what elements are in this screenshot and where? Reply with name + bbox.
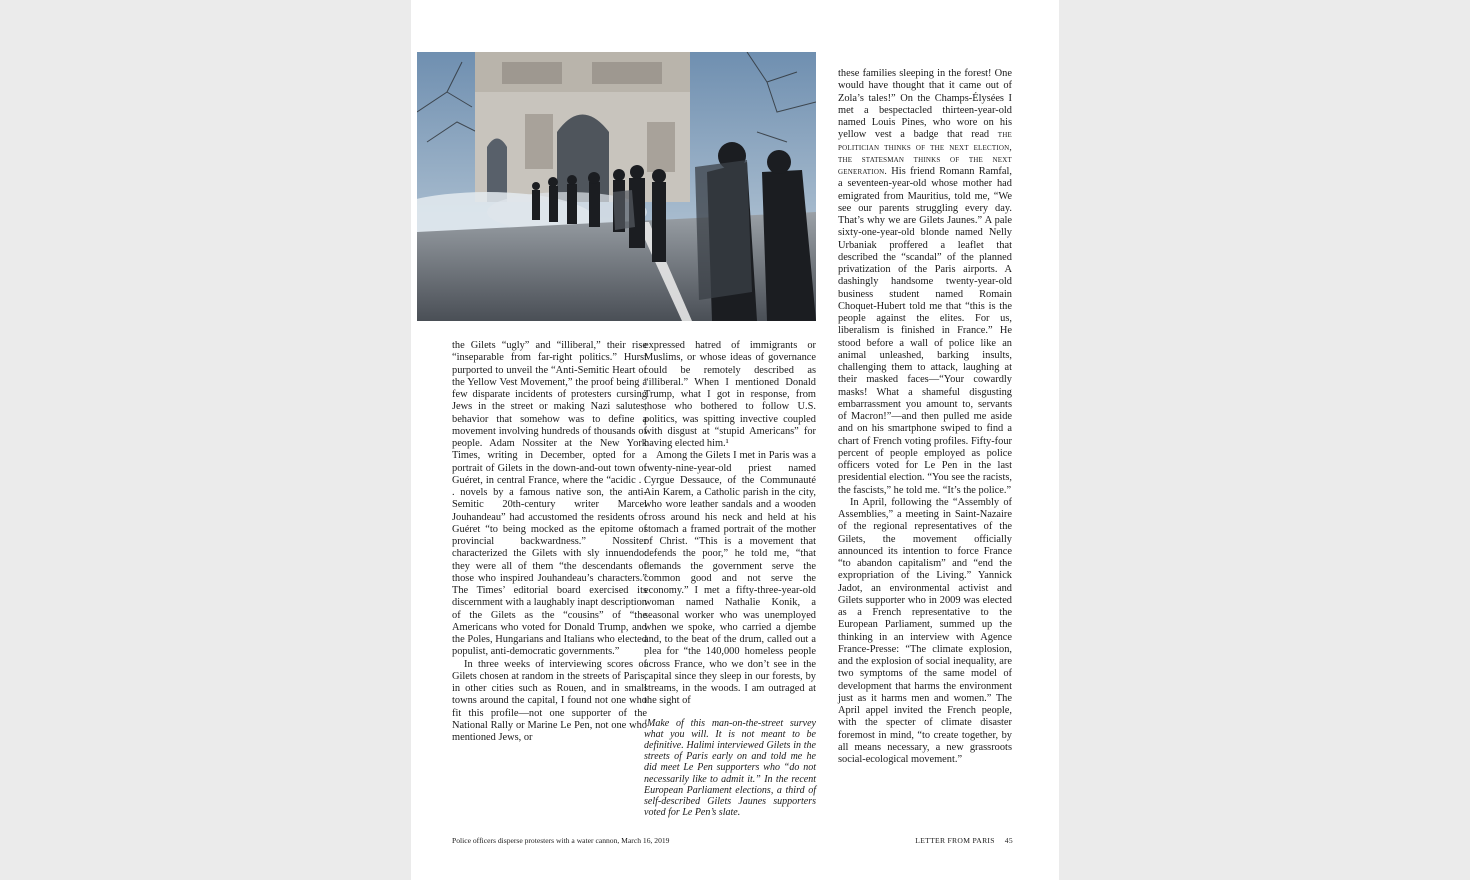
badge-quote: the politician thinks of the next election, the statesman thinks of the next generation.: [838, 129, 1012, 177]
paragraph: In three weeks of interviewing scores of Gilets chosen at random in the streets of Paris, in other cities such as Rouen, and in small towns around the capital, I found not one who fit this profile—not one supporter of the National Rally or Marine Le Pen, not one who mentioned Jews, or: [452, 658, 647, 743]
page-number: 45: [1004, 836, 1013, 845]
text-column-2: [644, 340, 816, 818]
photo: [417, 52, 816, 321]
paragraph-text: these families sleeping in the forest! One would have thought that it came out of Zola’s tales!” On the Champs-Élysées I met a bespectacled thirteen-year-old named Louis Pines, who wore on his yellow vest a badge that read: [838, 68, 1012, 141]
paragraph: Among the Gilets I met in Paris was a twenty-nine-year-old priest named Cyrgue Dessauce, of the Communauté Ain Karem, a Catholic parish in the city, who wore leather sandals and a wooden cross around his neck and held at his stomach a framed portrait of the mother of Christ. “This is a movement that defends the poor,” he told me, “that demands the government serve the common good and not serve the economy.” I met a fifty-three-year-old woman named Nathalie Konik, a seasonal worker who was unemployed when we spoke, who carried a djembe and, to the beat of the drum, called out a plea for “the 140,000 homeless people across France, who we don’t see in the capital since they sleep in our forests, by streams, in the woods. I am outraged at the sight of: [644, 450, 816, 707]
photo-caption: Police officers disperse protesters with a water cannon, March 16, 2019: [452, 836, 670, 845]
photo-arc-de-triomphe-riot-police-icon: [417, 52, 816, 321]
paragraph: In April, following the “Assembly of Assemblies,” a meeting in Saint-Nazaire of the regional representatives of the Gilets, the movement officially announced its intention to force France “to abandon capitalism” and “end the expropriation of the Living.” Yannick Jadot, an environmental activist and Gilets supporter who in 2009 was elected as a French representative to the European Parliament, summed up the thinking in an interview with Agence France-Presse: “The climate explosion, and the explosion of social inequality, are two symptoms of the same model of development that harms the environment just as it harms men and women.” The April appel invited the French people, with the specter of climate disaster foremost in mind, “to create together, by all means necessary, a new grassroots social-ecological movement.”: [838, 496, 1012, 765]
text-column-1: [452, 340, 647, 744]
magazine-page: [411, 0, 1059, 880]
paragraph: the Gilets “ugly” and “illiberal,” their rise “inseparable from far-right politics.” Hurst purported to unveil the “Anti-Semitic Heart of the Yellow Vest Movement,” the proof being a few disparate incidents of protesters cursing Jews in the street or making Nazi salutes, behavior that somehow was to define a movement involving hundreds of thousands of people. Adam Nossiter at the New York Times, writing in December, opted for a portrait of Gilets in the down-and-out town of Guéret, in central France, where the “acidic . . . novels by a famous native son, the anti-Semitic 20th-century writer Marcel Jouhandeau” had accustomed the residents of Guéret “to being mocked as the epitome of provincial backwardness.” Nossiter characterized the Gilets with sly innuendo: they were all of them “the descendants of those who inspired Jouhandeau’s characters.” The Times’ editorial board exercised its discernment with a laughably inapt description of the Gilets as the “cousins” of “the Americans who voted for Donald Trump, and the Poles, Hungarians and Italians who elected populist, anti-democratic governments.”: [452, 340, 647, 658]
footnote: ¹Make of this man-on-the-street survey what you will. It is not meant to be definitive. Halimi interviewed Gilets in the streets of Paris early on and told me he did meet Le Pen supporters who “do not necessarily like to admit it.” In the recent European Parliament elections, a third of self-described Gilets Jaunes supporters voted for Le Pen’s slate.: [644, 717, 816, 819]
section-title: LETTER FROM PARIS: [915, 836, 995, 845]
paragraph: [838, 68, 1012, 497]
running-head: [908, 836, 1013, 846]
paragraph-text: His friend Romann Ramfal, a seventeen-year-old whose mother had emigrated from Mauritius, told me, “We see our parents struggling every day. That’s why we are Gilets Jaunes.” A pale sixty-one-year-old blonde named Nelly Urbaniak proffered a leaflet that described the “scandal” of the planned privatization of the Paris airports. A dashingly handsome twenty-year-old business student named Romain Choquet-Hubert told me that “this is the people against the elites. For us, liberalism is finished in France.” He stood before a wall of police like an animal unleashed, barking insults, challenging them to attack, laughing at their masked faces—“Your cowardly masks! What a shameful disgusting embarrassment you amount to, servants of Macron!”—and then pulled me aside and on his smartphone swiped to find a chart of French voting profiles. Fifty-four percent of people employed as police officers voted for Le Pen in the last presidential election. “You see the racists, the fascists,” he told me. “It’s the police.”: [838, 166, 1012, 496]
paragraph: expressed hatred of immigrants or Muslims, or whose ideas of governance could be remotely described as “illiberal.” When I mentioned Donald Trump, what I got in response, from those who bothered to follow U.S. politics, was spitting invective coupled with disgust at “stupid Americans” for having elected him.¹: [644, 340, 816, 449]
text-column-3: [838, 68, 1012, 766]
